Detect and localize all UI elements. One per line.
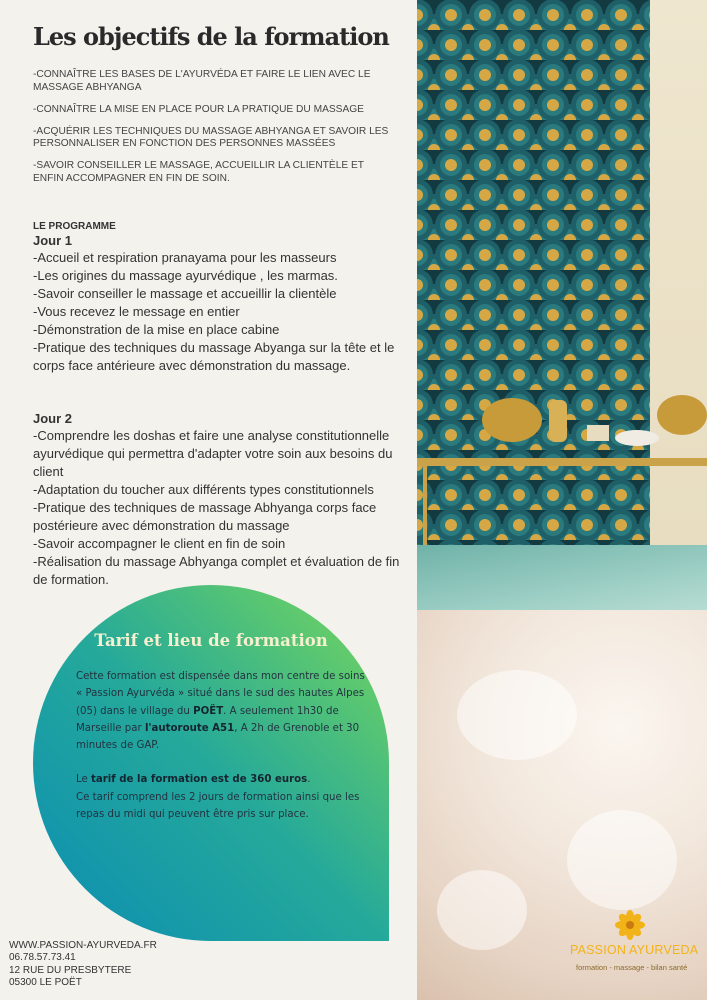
price-statement: tarif de la formation est de 360 euros bbox=[91, 774, 308, 786]
page-title: Les objectifs de la formation bbox=[33, 22, 389, 51]
fleece-blanket bbox=[417, 610, 707, 1000]
programme-item: -Les origines du massage ayurvédique , les marmas. bbox=[33, 268, 338, 283]
objective-item: -CONNAÎTRE LES BASES DE L'AYURVÉDA ET FAIRE LE LIEN AVEC LE MASSAGE ABHYANGA bbox=[33, 69, 371, 93]
logo-name: PASSION AYURVEDA bbox=[570, 943, 699, 957]
website-link[interactable]: WWW.PASSION-AYURVEDA.FR bbox=[9, 940, 157, 951]
text-run: , A 2h de Grenoble et 30 minutes de GAP. bbox=[76, 722, 360, 752]
text-run: Le bbox=[76, 774, 92, 786]
fleece-texture bbox=[567, 810, 677, 910]
highway-name: l'autoroute A51 bbox=[144, 722, 235, 734]
text-run: . bbox=[307, 774, 311, 786]
day-2-title: Jour 2 bbox=[33, 411, 73, 426]
village-name: POËT bbox=[193, 705, 224, 717]
city-address: 05300 LE POËT bbox=[9, 976, 82, 988]
massage-room-photo bbox=[417, 0, 707, 1000]
wall bbox=[650, 0, 707, 600]
day-1-section bbox=[33, 232, 408, 375]
included-paragraph: Ce tarif comprend les 2 jours de formation ainsi que les repas du midi qui peuvent être pris sur place. bbox=[76, 791, 360, 821]
fleece-texture bbox=[457, 670, 577, 760]
programme-item: -Comprendre les doshas et faire une analyse constitutionnelle ayurvédique qui permettra d'adapter votre soin aux besoins du client bbox=[33, 428, 393, 479]
programme-item: -Accueil et respiration pranayama pour les masseurs bbox=[33, 250, 337, 265]
location-paragraph bbox=[76, 668, 366, 754]
flower-logo-icon bbox=[615, 910, 645, 940]
tarif-title: Tarif et lieu de formation bbox=[94, 631, 328, 650]
programme-heading: LE PROGRAMME bbox=[33, 221, 116, 232]
contact-block bbox=[9, 940, 157, 989]
objective-item: -ACQUÉRIR LES TECHNIQUES DU MASSAGE ABHYANGA ET SAVOIR LES PERSONNALISER EN FONCTION DES PERSONNES MASSÉES bbox=[33, 125, 389, 149]
logo-tagline: formation - massage - bilan santé bbox=[576, 963, 688, 972]
wallpaper-pattern bbox=[417, 0, 650, 585]
day-1-title: Jour 1 bbox=[33, 233, 73, 248]
objective-item: -CONNAÎTRE LA MISE EN PLACE POUR LA PRATIQUE DU MASSAGE bbox=[33, 103, 364, 115]
programme-item: -Démonstration de la mise en place cabine bbox=[33, 322, 280, 337]
programme-item: -Adaptation du toucher aux différents types constitutionnels bbox=[33, 482, 374, 497]
tarif-panel bbox=[33, 585, 389, 941]
price-paragraph bbox=[76, 771, 366, 788]
elephant-statue-icon bbox=[482, 398, 542, 442]
objective-item: -SAVOIR CONSEILLER LE MASSAGE, ACCUEILLIR LA CLIENTÈLE ET ENFIN ACCOMPAGNER EN FIN DE SOIN. bbox=[33, 160, 364, 184]
programme-item: -Vous recevez le message en entier bbox=[33, 304, 240, 319]
text-run: . A seulement 1h30 de Marseille par bbox=[76, 705, 339, 734]
phone-number: 06.78.57.73.41 bbox=[9, 952, 76, 964]
shelf-objects bbox=[477, 380, 707, 460]
programme-item: -Réalisation du massage Abhyanga complet et évaluation de fin de formation. bbox=[33, 554, 400, 587]
programme-item: -Savoir accompagner le client en fin de soin bbox=[33, 536, 286, 551]
programme-item: -Savoir conseiller le massage et accueillir la clientèle bbox=[33, 286, 337, 301]
objectives-list bbox=[33, 69, 393, 195]
programme-item: -Pratique des techniques du massage Abyanga sur la tête et le corps face antérieure avec démonstration du massage. bbox=[33, 340, 395, 373]
text-run: Cette formation est dispensée dans mon centre de soins « Passion Ayurvéda » situé dans le sud des hautes Alpes (05) dans le village du bbox=[76, 671, 365, 717]
bowl-icon bbox=[587, 425, 609, 441]
fleece-texture bbox=[437, 870, 527, 950]
street-address: 12 RUE DU PRESBYTERE bbox=[9, 964, 132, 976]
day-2-section bbox=[33, 410, 408, 589]
day-1-list bbox=[33, 249, 408, 375]
day-2-list bbox=[33, 427, 408, 589]
tarif-text bbox=[76, 668, 366, 840]
programme-item: -Pratique des techniques de massage Abhyanga corps face postérieure avec démonstration du massage bbox=[33, 500, 377, 533]
oil-bottle-icon bbox=[549, 400, 567, 442]
elephant-statue-icon bbox=[657, 395, 707, 435]
bowl-icon bbox=[615, 430, 659, 446]
